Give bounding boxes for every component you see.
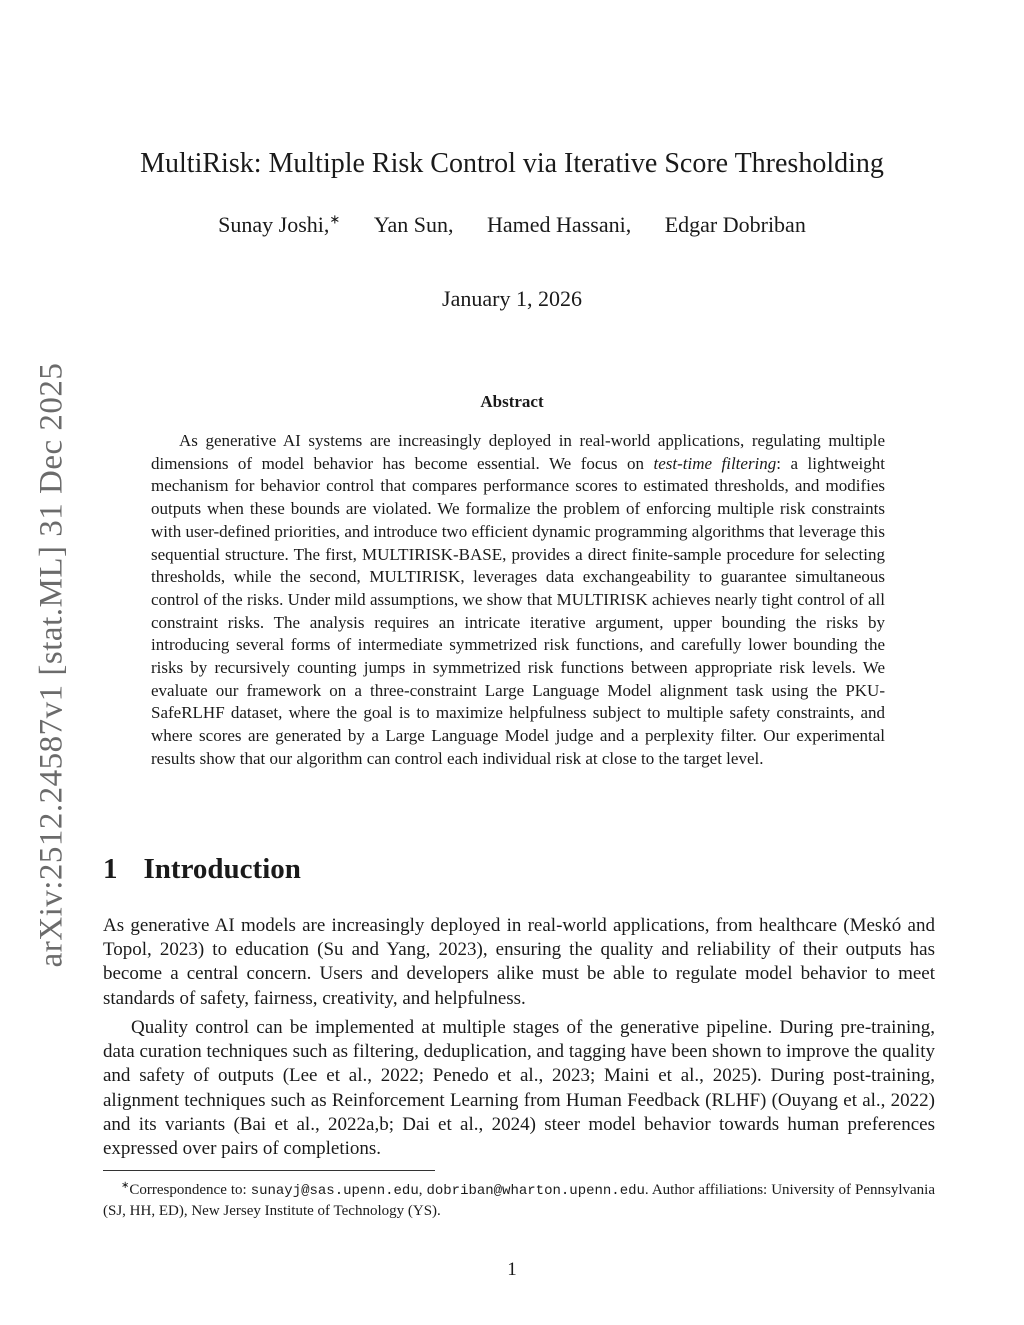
section-number: 1 bbox=[103, 853, 118, 885]
correspondence-mark: ∗ bbox=[329, 212, 341, 227]
email-link[interactable]: sunayj@sas.upenn.edu bbox=[250, 1183, 419, 1199]
author: Yan Sun, bbox=[373, 212, 454, 238]
intro-paragraph-2: Quality control can be implemented at multiple stages of the generative pipeline. During pre-training, data curation techniques such as filtering, deduplication, and tagging have been shown to improve the quality and safety of outputs (Lee et al., 2022; Penedo et al., 2023; Maini et al., 2025). During post-training, alignment techniques such as Reinforcement Learning from Human Feedback (RLHF) (Ouyang et al., 2022) and its variants (Bai et al., 2022a,b; Dai et al., 2024) steer model behavior towards human preferences expressed over pairs of completions. bbox=[103, 1017, 935, 1160]
footnote: ∗Correspondence to: sunayj@sas.upenn.edu, dobriban@wharton.upenn.edu. Author affiliations: University of Pennsylvania (SJ, HH, ED), New Jersey Institute of Technology (YS). bbox=[103, 1180, 935, 1219]
arxiv-identifier: arXiv:2512.24587v1 [stat.ML] 31 Dec 2025 bbox=[33, 362, 70, 968]
section-heading bbox=[103, 853, 301, 886]
paper-title: MultiRisk: Multiple Risk Control via Iterative Score Thresholding bbox=[140, 148, 884, 179]
author-list bbox=[0, 212, 1024, 238]
email-link[interactable]: dobriban@wharton.upenn.edu bbox=[426, 1183, 645, 1199]
author: Hamed Hassani, bbox=[487, 212, 632, 238]
abstract-text: As generative AI systems are increasingly deployed in real-world applications, regulating multiple dimensions of model behavior has become essential. We focus on test-time filtering: a lightweight mechanism for behavior control that compares performance scores to estimated thresholds, and modifies outputs when these bounds are violated. We formalize the problem of enforcing multiple risk constraints with user-defined priorities, and introduce two efficient dynamic programming algorithms that leverage this sequential structure. The first, MULTIRISK-BASE, provides a direct finite-sample procedure for selecting thresholds, while the second, MULTIRISK, leverages data exchangeability to guarantee simultaneous control of the risks. Under mild assumptions, we show that MULTIRISK achieves nearly tight control of all constraint risks. The analysis requires an intricate iterative argument, upper bounding the risks by introducing several forms of intermediate symmetrized risk functions, and carefully lower bounding the risks by recursively counting jumps in symmetrized risk functions between appropriate risk levels. We evaluate our framework on a three-constraint Large Language Model alignment task using the PKU-SafeRLHF dataset, where the goal is to maximize helpfulness subject to multiple safety constraints, and where scores are generated by a Large Language Model judge and a perplexity filter. Our experimental results show that our algorithm can control each individual risk at close to the target level. bbox=[151, 431, 885, 768]
intro-paragraph-1: As generative AI models are increasingly deployed in real-world applications, from healthcare (Meskó and Topol, 2023) to education (Su and Yang, 2023), ensuring the quality and reliability of their outputs has become a central concern. Users and developers alike must be able to regulate model behavior to meet standards of safety, fairness, creativity, and helpfulness. bbox=[103, 915, 935, 1009]
page-number: 1 bbox=[507, 1259, 517, 1280]
abstract-heading: Abstract bbox=[480, 392, 544, 411]
section-title: Introduction bbox=[143, 853, 301, 885]
footnote-divider bbox=[103, 1170, 435, 1171]
author: Sunay Joshi,∗ bbox=[218, 212, 341, 238]
author: Edgar Dobriban bbox=[664, 212, 806, 238]
abstract-emphasis: test-time filtering bbox=[653, 453, 777, 473]
publication-date: January 1, 2026 bbox=[442, 286, 582, 311]
